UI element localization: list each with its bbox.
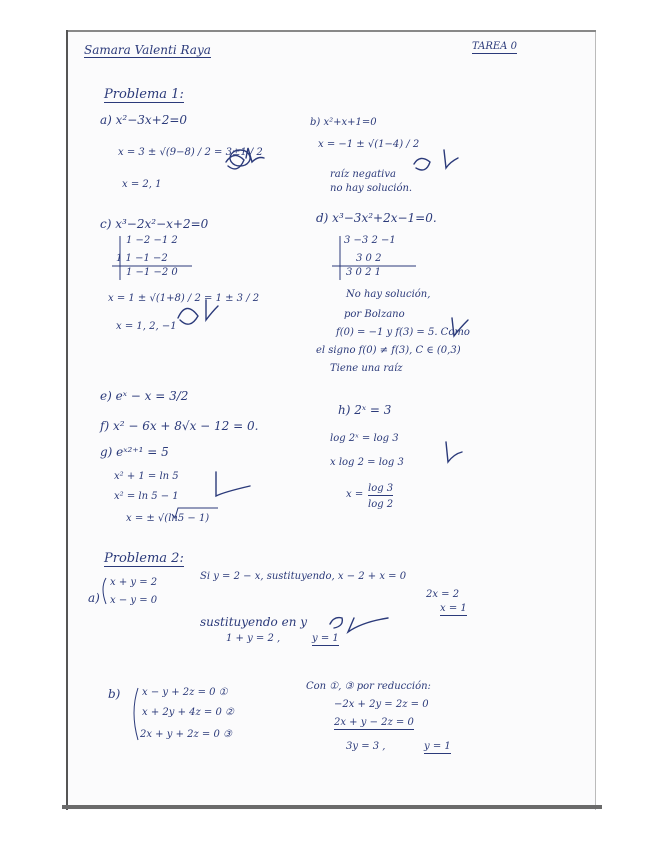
p2b-result: y = 1 bbox=[424, 741, 451, 752]
p1d-note3: f(0) = −1 y f(3) = 5. Como bbox=[336, 327, 470, 338]
bracket-p2a bbox=[103, 578, 106, 604]
p1d-note4: el signo f(0) ≠ f(3), C ∈ (0,3) bbox=[316, 345, 461, 356]
problem1-heading: Problema 1: bbox=[104, 87, 184, 102]
p2b-eq2: x + 2y + 4z = 0 ② bbox=[142, 707, 234, 718]
p1d-statement: d) x³−3x²+2x−1=0. bbox=[316, 211, 437, 225]
p1d-note5: Tiene una raíz bbox=[330, 363, 403, 374]
p1c-result: x = 1, 2, −1 bbox=[116, 321, 177, 332]
assignment-title: TAREA 0 bbox=[472, 41, 517, 52]
p1h-line1: log 2ˣ = log 3 bbox=[330, 433, 399, 444]
p2b-method: Con ①, ③ por reducción: bbox=[306, 681, 431, 692]
p1g-line3: x = ± √(ln5 − 1) bbox=[126, 513, 210, 524]
p2a-eq1: x + y = 2 bbox=[110, 577, 158, 588]
p2a-step2: 2x = 2 bbox=[426, 589, 460, 600]
p1c-row2: 1 1 −1 −2 bbox=[116, 253, 168, 264]
p1b-note2: no hay solución. bbox=[330, 183, 413, 194]
synthetic-division-bar-c bbox=[112, 236, 192, 280]
p1h-line2: x log 2 = log 3 bbox=[330, 457, 404, 468]
p2a-label: a) bbox=[88, 591, 100, 605]
p1c-row1: 1 −2 −1 2 bbox=[126, 235, 178, 246]
p1g-line2: x² = ln 5 − 1 bbox=[114, 491, 179, 502]
p1g-statement: g) eˣ²⁺¹ = 5 bbox=[100, 445, 169, 459]
p1f-statement: f) x² − 6x + 8√x − 12 = 0. bbox=[100, 419, 259, 433]
p1a-formula: x = 3 ± √(9−8) / 2 = 3±1 / 2 bbox=[118, 147, 263, 158]
p1d-row3: 3 0 2 1 bbox=[346, 267, 381, 278]
p1h-numerator: log 3 bbox=[368, 483, 394, 494]
student-name: Samara Valenti Raya bbox=[84, 43, 211, 57]
synthetic-division-bar-d bbox=[332, 236, 416, 280]
p1h-line3: x = bbox=[346, 489, 364, 500]
p1e-statement: e) eˣ − x = 3/2 bbox=[100, 389, 189, 403]
bracket-p2b bbox=[134, 688, 138, 740]
p2b-r2: 2x + y − 2z = 0 bbox=[334, 717, 414, 728]
p1d-note1: No hay solución, bbox=[346, 289, 431, 300]
p2b-eq1: x − y + 2z = 0 ① bbox=[142, 687, 228, 698]
p2a-step4: 1 + y = 2 , bbox=[226, 633, 281, 644]
p1h-denominator: log 2 bbox=[368, 499, 394, 510]
p1b-note1: raíz negativa bbox=[330, 169, 396, 180]
p2a-result-y: y = 1 bbox=[312, 633, 339, 644]
sqrt-g bbox=[172, 508, 218, 518]
p2a-step: Si y = 2 − x, sustituyendo, x − 2 + x = 0 bbox=[200, 571, 407, 582]
check-mark-p2a bbox=[330, 618, 388, 632]
p1d-row1: 3 −3 2 −1 bbox=[344, 235, 396, 246]
check-mark-p1d bbox=[452, 318, 468, 336]
p2a-eq2: x − y = 0 bbox=[110, 595, 158, 606]
p2a-result-x: x = 1 bbox=[440, 603, 467, 614]
p2b-r3: 3y = 3 , bbox=[346, 741, 386, 752]
p1b-formula: x = −1 ± √(1−4) / 2 bbox=[318, 139, 420, 150]
p1b-statement: b) x²+x+1=0 bbox=[310, 117, 377, 128]
p1c-statement: c) x³−2x²−x+2=0 bbox=[100, 217, 209, 231]
p1h-statement: h) 2ˣ = 3 bbox=[338, 403, 392, 417]
check-mark-p1c bbox=[178, 300, 218, 324]
p1a-statement: a) x²−3x+2=0 bbox=[100, 113, 188, 127]
check-mark-p1b bbox=[414, 150, 458, 170]
p2b-r1: −2x + 2y = 2z = 0 bbox=[334, 699, 429, 710]
p2b-eq3: 2x + y + 2z = 0 ③ bbox=[140, 729, 232, 740]
check-mark-p1g bbox=[216, 472, 250, 496]
p1g-line1: x² + 1 = ln 5 bbox=[114, 471, 179, 482]
p2b-label: b) bbox=[108, 687, 121, 701]
p2a-step3: sustituyendo en y bbox=[200, 615, 308, 629]
p1d-note2: por Bolzano bbox=[344, 309, 405, 320]
problem2-heading: Problema 2: bbox=[104, 551, 184, 566]
p1a-result: x = 2, 1 bbox=[122, 179, 162, 190]
check-mark-p1h bbox=[446, 442, 462, 462]
p1c-formula: x = 1 ± √(1+8) / 2 = 1 ± 3 / 2 bbox=[108, 293, 260, 304]
circle-p1a bbox=[230, 150, 250, 166]
p1d-row2: 3 0 2 bbox=[356, 253, 382, 264]
p1c-row3: 1 −1 −2 0 bbox=[126, 267, 178, 278]
